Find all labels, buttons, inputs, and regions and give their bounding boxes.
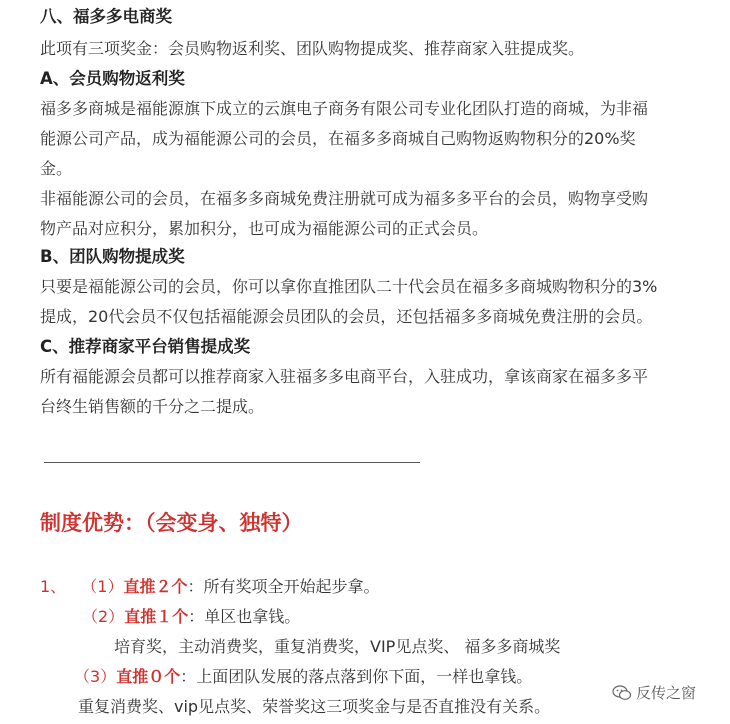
point-3-keyword: 直推０个 [116,667,181,686]
paragraph-a-line1: 福多多商城是福能源旗下成立的云旗电子商务有限公司专业化团队打造的商城，为非福 [40,99,649,118]
point-2-detail: 培育奖，主动消费奖，重复消费奖，VIP见点奖、 福多多商城奖 [114,637,561,656]
watermark [612,682,696,703]
heading-b: B、团队购物提成奖 [40,247,185,266]
point-2-index: （2） [82,607,125,626]
wechat-bubble-icon [612,685,632,701]
point-2 [82,606,300,628]
heading-c: C、推荐商家平台销售提成奖 [40,337,251,356]
paragraph-b-line2: 提成，20代会员不仅包括福能源会员团队的会员，还包括福多多商城免费注册的会员。 [40,307,653,326]
point-3-text: ：上面团队发展的落点落到你下面，一样也拿钱。 [180,667,533,686]
heading-a: A、会员购物返利奖 [40,69,185,88]
point-2-keyword: 直推１个 [124,607,189,626]
watermark-text: 反传之窗 [636,684,697,702]
divider-line [44,462,420,463]
point-1-text: ：所有奖项全开始起步拿。 [187,577,380,596]
paragraph-c-line1: 所有福能源会员都可以推荐商家入驻福多多电商平台，入驻成功，拿该商家在福多多平 [40,367,649,386]
point-1 [40,576,380,598]
intro-text: 此项有三项奖金：会员购物返利奖、团队购物提成奖、推荐商家入驻提成奖。 [40,39,585,58]
section-title: 制度优势：（会变身、独特） [40,511,303,535]
point-1-index: （1） [81,577,124,596]
paragraph-a-line3: 金。 [40,159,73,178]
paragraph-a-line2: 能源公司产品，成为福能源公司的会员，在福多多商城自己购物返购物积分的20%奖 [40,129,636,148]
paragraph-b-line1: 只要是福能源公司的会员，你可以拿你直推团队二十代会员在福多多商城购物积分的3% [40,277,658,296]
point-3 [74,666,532,688]
paragraph-c-line2: 台终生销售额的千分之二提成。 [40,397,265,416]
point-3-index: （3） [74,667,117,686]
item-number: 1、 [40,577,67,596]
paragraph-a-line5: 物产品对应积分，累加积分，也可成为福能源公司的正式会员。 [40,219,489,238]
section-heading-8: 八、福多多电商奖 [40,7,172,26]
point-2-text: ：单区也拿钱。 [188,607,301,626]
paragraph-a-line4: 非福能源公司的会员，在福多多商城免费注册就可成为福多多平台的会员，购物享受购 [40,189,649,208]
point-1-keyword: 直推２个 [123,577,188,596]
point-3-detail: 重复消费奖、vip见点奖、荣誉奖这三项奖金与是否直推没有关系。 [78,697,551,716]
